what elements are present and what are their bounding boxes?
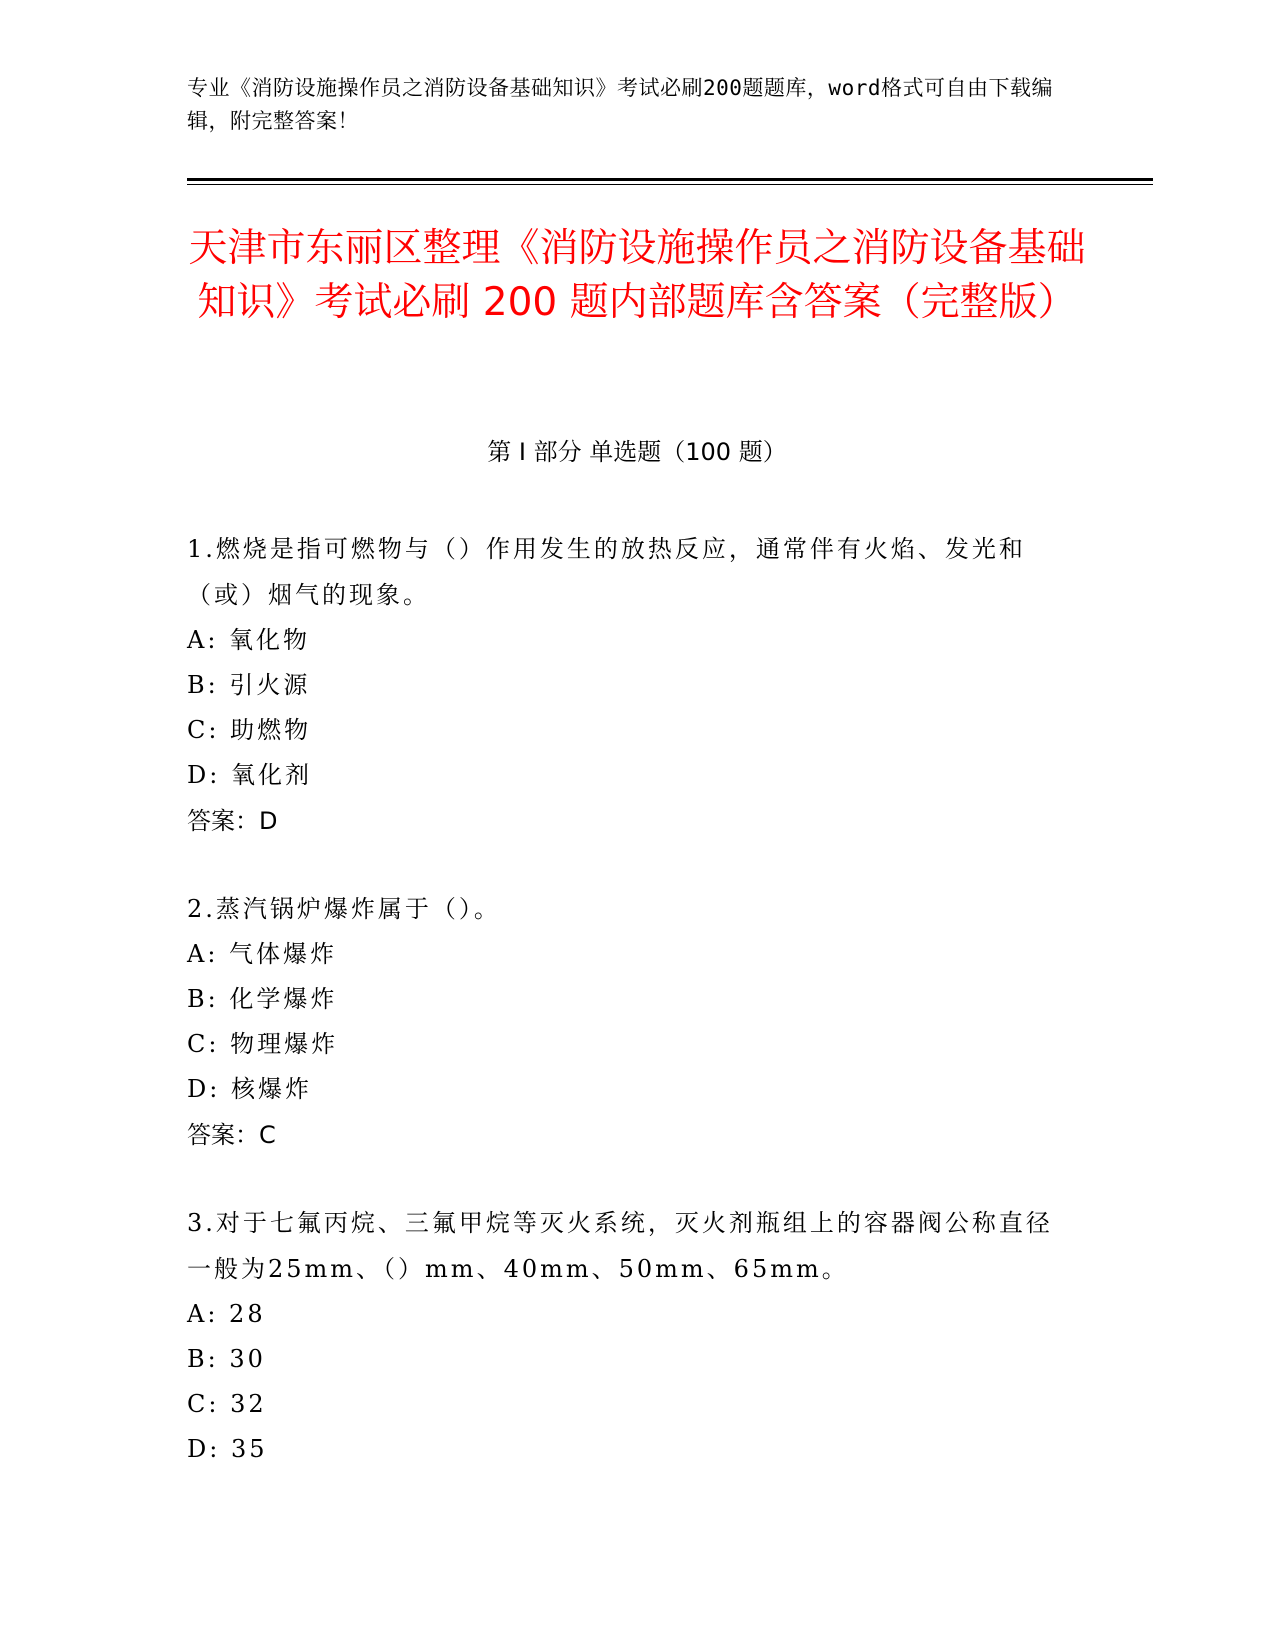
- question-stem: 1.燃烧是指可燃物与（）作用发生的放热反应，通常伴有火焰、发光和（或）烟气的现象。: [187, 535, 1026, 609]
- option-a: A: 氧化物: [187, 626, 311, 654]
- header-divider-thick: [187, 178, 1153, 181]
- option-d: D: 氧化剂: [187, 761, 312, 789]
- option-b: B: 化学爆炸: [187, 985, 338, 1013]
- document-title: 天津市东丽区整理《消防设施操作员之消防设备基础知识》考试必刷 200 题内部题库含答案（完整版）: [188, 226, 1086, 325]
- option-b: B: 引火源: [187, 671, 311, 699]
- header-divider-thin: [187, 184, 1153, 185]
- question-list: [187, 526, 1067, 1514]
- option-a: A: 气体爆炸: [187, 940, 338, 968]
- header-note: 专业《消防设施操作员之消防设备基础知识》考试必刷200题题库，word格式可自由下载编辑，附完整答案！: [187, 76, 1053, 133]
- question-item: [187, 1200, 1067, 1472]
- option-c: C: 物理爆炸: [187, 1030, 339, 1058]
- option-a: A: 28: [187, 1300, 266, 1328]
- answer-line: 答案：C: [187, 1121, 276, 1149]
- question-stem: 2.蒸汽锅炉爆炸属于（）。: [187, 895, 501, 923]
- option-c: C: 32: [187, 1390, 267, 1418]
- option-d: D: 35: [187, 1435, 268, 1463]
- question-stem: 3.对于七氟丙烷、三氟甲烷等灭火系统，灭火剂瓶组上的容器阀公称直径一般为25mm、（）mm、40mm、50mm、65mm。: [187, 1209, 1053, 1283]
- option-d: D: 核爆炸: [187, 1075, 312, 1103]
- question-item: [187, 886, 1067, 1158]
- option-c: C: 助燃物: [187, 716, 312, 744]
- answer-line: 答案：D: [187, 807, 278, 835]
- section-heading: 第 I 部分 单选题（100 题）: [487, 438, 787, 466]
- question-item: [187, 526, 1067, 844]
- option-b: B: 30: [187, 1345, 266, 1373]
